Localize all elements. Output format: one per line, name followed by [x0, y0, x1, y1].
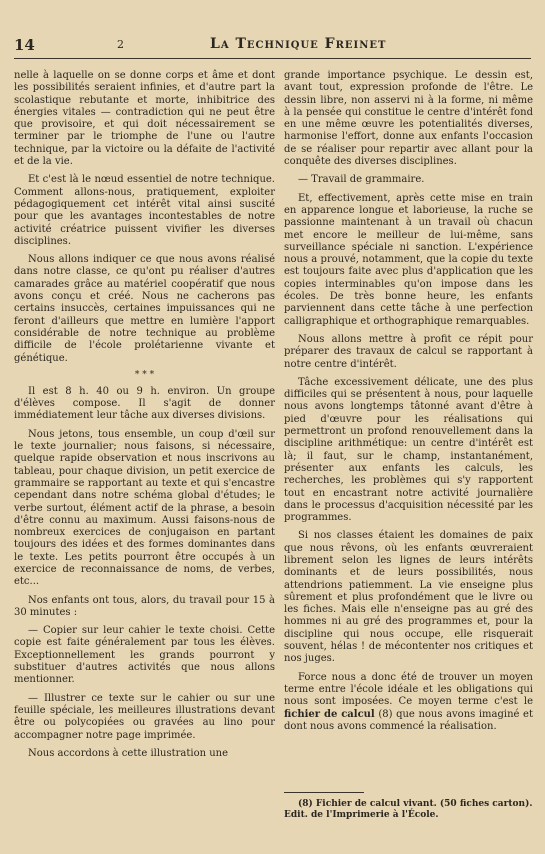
text-run: Force nous a donc été de trouver un moyen terme entre l'école idéale et les obligations qui nous sont imposées. Ce moyen terme c'est le — [284, 671, 533, 708]
header-rule — [14, 58, 531, 59]
paragraph: Nous allons mettre à profit ce répit pour préparer des travaux de calcul se rapportant à notre centre d'intérêt. — [284, 333, 533, 370]
header-mark: 2 — [117, 38, 124, 51]
footnote-text: (8) Fichier de calcul vivant. (50 fiches carton). Edit. de l'Imprimerie à l'École. — [284, 799, 533, 820]
footnote-rule — [284, 792, 364, 793]
paragraph: Nous accordons à cette illustration une — [28, 747, 229, 759]
journal-title: La Technique Freinet — [210, 36, 387, 52]
footnote — [284, 799, 533, 821]
section-separator: * * * — [134, 369, 155, 380]
right-column — [284, 70, 533, 739]
paragraph: — Travail de grammaire. — [298, 174, 425, 186]
page-number: 14 — [14, 36, 35, 54]
paragraph: Il est 8 h. 40 ou 9 h. environ. Un groupe d'élèves compose. Il s'agit de donner immédiatement leur tâche aux diverses divisions. — [14, 385, 275, 422]
paragraph: nelle à laquelle on se donne corps et âme et dont les possibilités seraient infinies, et d'autre part la scolastique rebutante et morte, inhibitrice des énergies vitales — contradiction qui ne peut être que provisoire, et qui doit nécessairement se terminer par le triomphe de l'une ou l'autre technique, par la victoire ou la défaite de l'activité et de la vie. — [14, 70, 275, 168]
paragraph: Tâche excessivement délicate, une des plus difficiles qui se présentent à nous, pour laquelle nous avons longtemps tâtonné avant d'être à pied d'œuvre pour les réalisations qui permettront un profond renouvellement dans la discipline arithmétique: un centre d'intérêt est là; il faut, sur le champ, instantanément, présenter aux enfants les calculs, les recherches, les problèmes qui s'y rapportent tout en encastrant notre activité journalière dans le processus d'acquisition nécessité par les programmes. — [284, 376, 533, 524]
paragraph: Nos enfants ont tous, alors, du travail pour 15 à 30 minutes : — [14, 594, 275, 618]
paragraph: Et c'est là le nœud essentiel de notre technique. Comment allons-nous, pratiquement, exploiter pédagogiquement cet intérêt vital ainsi suscité pour que les avantages incontestables de notre activité créatrice puissent vivifier les diverses disciplines. — [14, 174, 275, 247]
left-column — [14, 70, 275, 766]
paragraph: Nous jetons, tous ensemble, un coup d'œil sur le texte journalier; nous faisons, si nécessaire, quelque rapide observation et nous inscrivons au tableau, pour chaque division, un petit exercice de grammaire se rapportant au texte et qui s'encastre cependant dans notre schéma global d'études; le verbe surtout, élément actif de la phrase, a besoin d'être connu au maximum. Aussi faisons-nous de nombreux exercices de conjugaison en partant toujours des idées et des formes dominantes dans le texte. Les petits pourront être occupés à un exercice de reconnaissance de noms, de verbes, etc... — [14, 428, 275, 588]
paragraph — [284, 672, 533, 733]
paragraph: — Illustrer ce texte sur le cahier ou sur une feuille spéciale, les meilleures illustrations devant être ou polycopiées ou gravées au lino pour accompagner notre page imprimée. — [14, 692, 275, 741]
paragraph: Et, effectivement, après cette mise en train en apparence longue et laborieuse, la ruche se passionne maintenant à un travail où chacun met encore le meilleur de lui-même, sans surveillance spéciale ni sanction. L'expérience nous a prouvé, notamment, que la copie du texte est toujours faite avec plus d'application que les copies interminables qu'on impose dans les écoles. De très bonne heure, les enfants parviennent dans cette tâche à une perfection calligraphique et orthographique remarquables. — [284, 192, 533, 327]
paragraph: grande importance psychique. Le dessin est, avant tout, expression profonde de l'être. Le dessin libre, non asservi ni à la forme, ni même à la pensée qui constitue le centre d'intérêt fond en une même œuvre les potentialités diverses, harmonise l'effort, donne aux enfants l'occasion de se réaliser pour repartir avec allant pour la conquête des diverses disciplines. — [284, 70, 533, 168]
paragraph: — Copier sur leur cahier le texte choisi. Cette copie est faite généralement par tous les élèves. Exceptionnellement les grands pourront y substituer d'autres activités que nous allons mentionner. — [14, 625, 275, 686]
text-run: (8) que nous avons imaginé et dont nous avons commencé la réalisation. — [284, 708, 533, 732]
paragraph: Si nos classes étaient les domaines de paix que nous rêvons, où les enfants œuvreraient librement selon les lignes de leurs intérêts dominants et de leurs possibilités, nous attendrions patiemment. La vie enseigne plus sûrement et plus profondément que le livre ou les fiches. Mais elle n'enseigne pas au gré des hommes ni au gré des programmes et, pour la discipline qui nous occupe, elle risquerait souvent, hélas ! de mécontenter nos critiques et nos juges. — [284, 530, 533, 665]
paragraph: Nous allons indiquer ce que nous avons réalisé dans notre classe, ce qu'ont pu réaliser d'autres camarades grâce au matériel coopératif que nous avons conçu et créé. Nous ne cacherons pas certains insuccès, certaines impuissances qui ne feront d'ailleurs que mettre en lumière l'apport considérable de notre technique au problème difficile de l'école prolétarienne vivante et génétique. — [14, 254, 275, 364]
text-run-bold: fichier de calcul — [284, 708, 375, 720]
page-header — [14, 36, 533, 56]
